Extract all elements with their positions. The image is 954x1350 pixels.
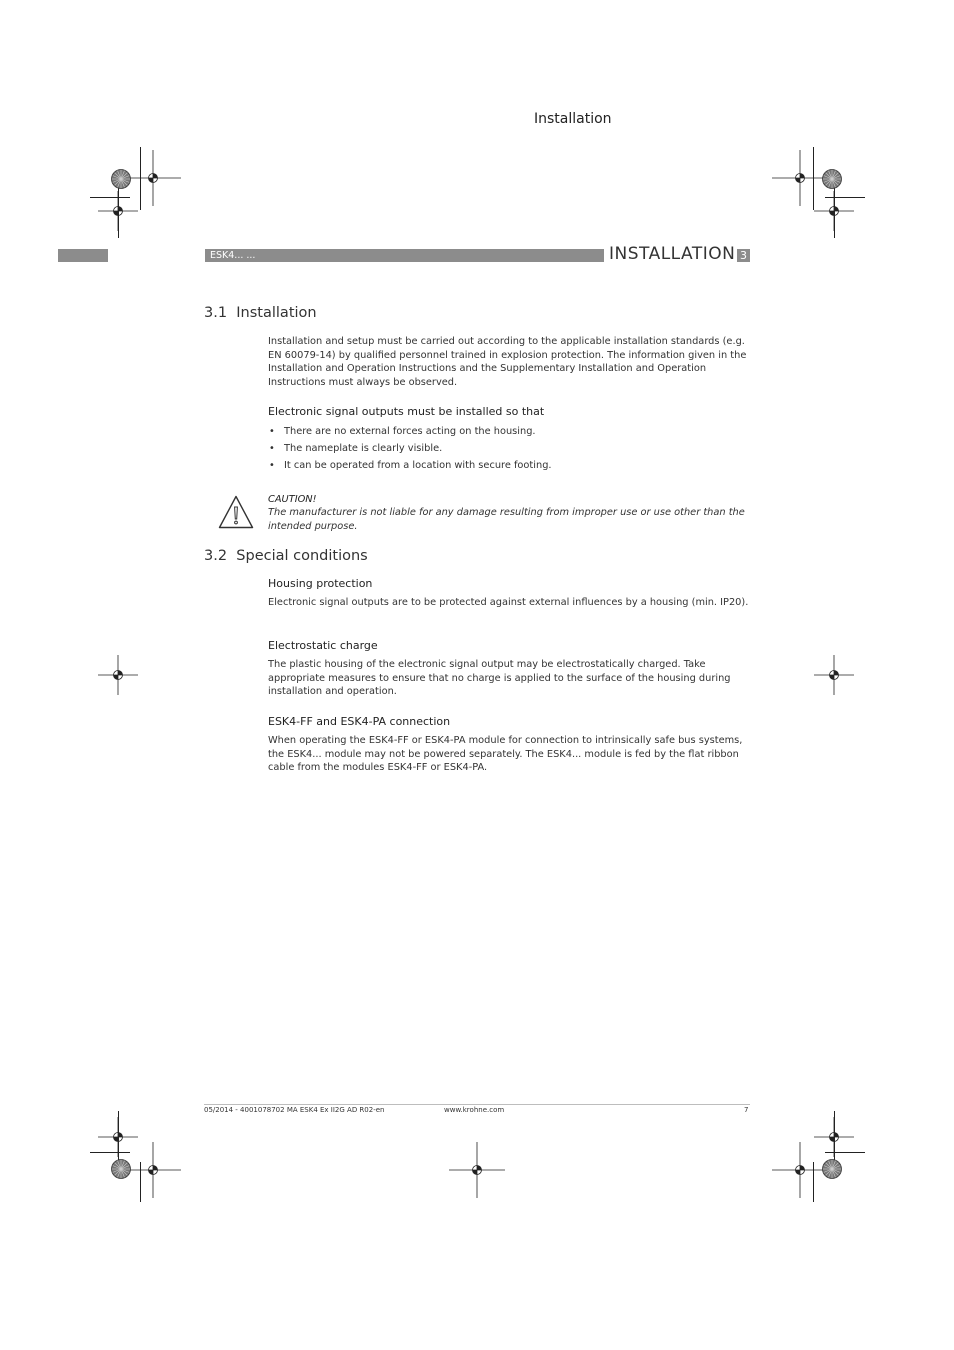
- header-chapter-number: 3: [737, 249, 750, 262]
- radial-target-mark-icon: [111, 169, 131, 189]
- list-item: • There are no external forces acting on the housing.: [268, 425, 752, 442]
- header-product-name: ESK4... ...: [210, 250, 256, 261]
- section-title: Installation: [236, 305, 317, 321]
- section-heading-3-1: [204, 305, 317, 321]
- electrostatic-charge-text: The plastic housing of the electronic signal output may be electrostatically charged. Take appropriate measures to ensure that no charge is applied to the surface of the housing during installation and operation.: [268, 659, 731, 698]
- subsection-heading-esk4-connection: ESK4-FF and ESK4-PA connection: [268, 715, 451, 728]
- crosshair-registration-mark-icon: [98, 655, 138, 695]
- list-item: • It can be operated from a location with secure footing.: [268, 459, 752, 476]
- section-number: 3.1: [204, 305, 228, 321]
- housing-protection-text: Electronic signal outputs are to be protected against external influences by a housing (min. IP20).: [268, 597, 749, 608]
- crosshair-registration-mark-icon: [814, 191, 854, 231]
- footer-rule: [204, 1104, 750, 1105]
- radial-target-mark-icon: [111, 1159, 131, 1179]
- caution-title: CAUTION!: [268, 494, 317, 505]
- crosshair-registration-mark-icon: [772, 1142, 828, 1198]
- outputs-list-heading: Electronic signal outputs must be installed so that: [268, 405, 545, 418]
- crosshair-registration-mark-icon: [98, 191, 138, 231]
- radial-target-mark-icon: [822, 169, 842, 189]
- subsection-heading-electrostatic-charge: Electrostatic charge: [268, 639, 378, 652]
- footer-page-number: 7: [744, 1106, 749, 1114]
- esk4-connection-text: When operating the ESK4-FF or ESK4-PA module for connection to intrinsically safe bus systems, the ESK4... module may not be powered separately. The ESK4... module is fed by the flat ribbon cable from the modules ESK4-FF or ESK4-PA.: [268, 735, 743, 774]
- header-chapter-title: INSTALLATION: [609, 244, 736, 264]
- crosshair-registration-mark-icon: [814, 655, 854, 695]
- running-title: Installation: [534, 111, 612, 127]
- header-left-bar: [58, 249, 108, 262]
- installation-requirements-list: [268, 425, 752, 476]
- section-heading-3-2: [204, 548, 368, 564]
- crosshair-registration-mark-icon: [125, 1142, 181, 1198]
- section-title: Special conditions: [236, 548, 368, 564]
- header-bar: [205, 249, 604, 262]
- crosshair-registration-mark-icon: [449, 1142, 505, 1198]
- warning-triangle-icon: [218, 495, 254, 529]
- caution-text: The manufacturer is not liable for any damage resulting from improper use or use other than the intended purpose.: [268, 507, 745, 532]
- radial-target-mark-icon: [822, 1159, 842, 1179]
- section-number: 3.2: [204, 548, 228, 564]
- footer-website: www.krohne.com: [444, 1106, 505, 1114]
- installation-intro-paragraph: Installation and setup must be carried out according to the applicable installation standards (e.g. EN 60079-14) by qualified personnel trained in explosion protection. The information given in the Installation and Operation Instructions and the Supplementary Installation and Operation Instructions must always be observed.: [268, 336, 747, 389]
- subsection-heading-housing-protection: Housing protection: [268, 577, 373, 590]
- footer-document-info: 05/2014 - 4001078702 MA ESK4 Ex II2G AD R02-en: [204, 1106, 385, 1114]
- list-item: • The nameplate is clearly visible.: [268, 442, 752, 459]
